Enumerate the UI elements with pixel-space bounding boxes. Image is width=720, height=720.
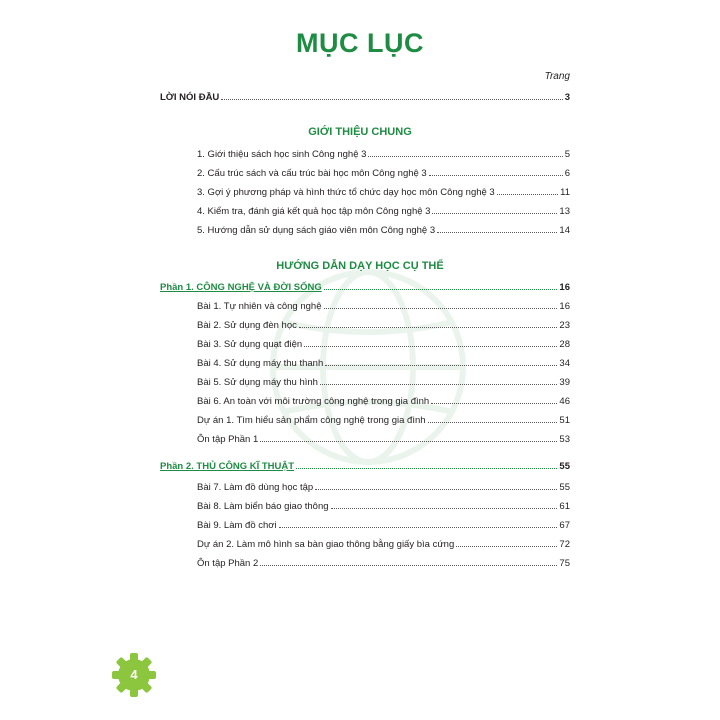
dot-leader [221, 91, 562, 100]
toc-entry-title: 5. Hướng dẫn sử dụng sách giáo viên môn Công nghệ 3 [197, 225, 436, 236]
toc-entry-page: 13 [559, 206, 570, 217]
dot-leader [296, 460, 557, 469]
toc-entry-title: Bài 4. Sử dụng máy thu thanh [197, 358, 324, 369]
dot-leader [324, 281, 558, 290]
dot-leader [260, 433, 557, 442]
toc-entry-page: 53 [559, 434, 570, 445]
toc-entry-page: 3 [564, 92, 570, 103]
dot-leader [260, 557, 557, 566]
section-heading-intro: GIỚI THIỆU CHUNG [308, 126, 412, 138]
toc-entry[interactable] [197, 338, 570, 351]
toc-part-title: Phần 2. THỦ CÔNG KĨ THUẬT [160, 461, 295, 472]
toc-part-page: 16 [559, 282, 570, 293]
toc-part-title: Phần 1. CÔNG NGHỆ VÀ ĐỜI SỐNG [160, 282, 322, 293]
toc-entry-page: 28 [559, 339, 570, 350]
dot-leader [331, 500, 558, 509]
toc-entry-title: Bài 6. An toàn với môi trường công nghệ trong gia đình [197, 396, 430, 407]
dot-leader [429, 167, 563, 176]
dot-leader [428, 414, 558, 423]
dot-leader [431, 395, 557, 404]
toc-entry-page: 23 [559, 320, 570, 331]
toc-entry-title: Ôn tập Phần 2 [197, 558, 259, 569]
toc-entry-title: Bài 5. Sử dụng máy thu hình [197, 377, 318, 388]
toc-entry-title: Ôn tập Phần 1 [197, 434, 259, 445]
toc-entry[interactable] [197, 357, 570, 370]
toc-entry-page: 46 [559, 396, 570, 407]
dot-leader [320, 376, 557, 385]
dot-leader [304, 338, 557, 347]
toc-entry-title: 2. Cấu trúc sách và cấu trúc bài học môn Công nghệ 3 [197, 168, 427, 179]
toc-entry[interactable] [197, 500, 570, 513]
toc-entry[interactable] [197, 557, 570, 570]
toc-entry[interactable] [197, 300, 570, 313]
toc-entry[interactable] [197, 538, 570, 551]
toc-entry[interactable] [197, 376, 570, 389]
toc-entry[interactable] [197, 319, 570, 332]
toc-entry-title: 1. Giới thiệu sách học sinh Công nghệ 3 [197, 149, 367, 160]
toc-entry-title: 4. Kiểm tra, đánh giá kết quả học tập môn Công nghệ 3 [197, 206, 431, 217]
toc-entry-page: 61 [559, 501, 570, 512]
toc-entry[interactable] [197, 395, 570, 408]
dot-leader [324, 300, 558, 309]
toc-part-1[interactable] [160, 281, 570, 294]
toc-part-2[interactable] [160, 460, 570, 473]
toc-entry[interactable] [197, 186, 570, 199]
toc-entry[interactable] [197, 433, 570, 446]
toc-entry-page: 34 [559, 358, 570, 369]
page-title: MỤC LỤC [296, 28, 424, 58]
section-heading-guide: HƯỚNG DẪN DẠY HỌC CỤ THỂ [276, 260, 444, 272]
toc-entry-page: 5 [564, 149, 570, 160]
dot-leader [299, 319, 558, 328]
toc-entry[interactable] [197, 148, 570, 161]
toc-entry[interactable] [197, 224, 570, 237]
toc-entry-page: 11 [560, 187, 570, 198]
dot-leader [437, 224, 557, 233]
toc-entry-page: 51 [559, 415, 570, 426]
toc-entry-page: 14 [559, 225, 570, 236]
toc-entry[interactable] [197, 414, 570, 427]
page-column-label: Trang [544, 71, 570, 82]
dot-leader [325, 357, 557, 366]
toc-entry-page: 55 [559, 482, 570, 493]
toc-entry[interactable] [197, 519, 570, 532]
toc-entry-title: Dự án 1. Tìm hiểu sản phẩm công nghệ trong gia đình [197, 415, 426, 426]
toc-entry-title: 3. Gợi ý phương pháp và hình thức tổ chức dạy học môn Công nghệ 3 [197, 187, 495, 198]
toc-entry-page: 39 [559, 377, 570, 388]
dot-leader [456, 538, 557, 547]
dot-leader [432, 205, 557, 214]
toc-entry-title: Bài 9. Làm đồ chơi [197, 520, 277, 531]
toc-part-page: 55 [559, 461, 570, 472]
toc-entry[interactable] [197, 481, 570, 494]
toc-entry-page: 16 [559, 301, 570, 312]
toc-entry-page: 6 [564, 168, 570, 179]
toc-entry[interactable] [197, 167, 570, 180]
toc-entry-title: Dự án 2. Làm mô hình sa bàn giao thông bằng giấy bìa cứng [197, 539, 455, 550]
toc-entry-title: Bài 3. Sử dụng quạt điện [197, 339, 303, 350]
dot-leader [315, 481, 557, 490]
toc-entry-page: 72 [559, 539, 570, 550]
toc-entry[interactable] [197, 205, 570, 218]
toc-entry-title: Bài 7. Làm đồ dùng học tập [197, 482, 314, 493]
toc-entry-title: LỜI NÓI ĐẦU [160, 92, 220, 103]
dot-leader [368, 148, 562, 157]
dot-leader [279, 519, 558, 528]
page-number: 4 [130, 667, 138, 682]
toc-entry-title: Bài 1. Tự nhiên và công nghệ [197, 301, 322, 312]
toc-entry-page: 67 [559, 520, 570, 531]
toc-entry-title: Bài 8. Làm biển báo giao thông [197, 501, 329, 512]
toc-entry-page: 75 [559, 558, 570, 569]
toc-entry-title: Bài 2. Sử dụng đèn học [197, 320, 297, 331]
dot-leader [497, 186, 558, 195]
toc-entry-preface[interactable] [160, 91, 570, 104]
